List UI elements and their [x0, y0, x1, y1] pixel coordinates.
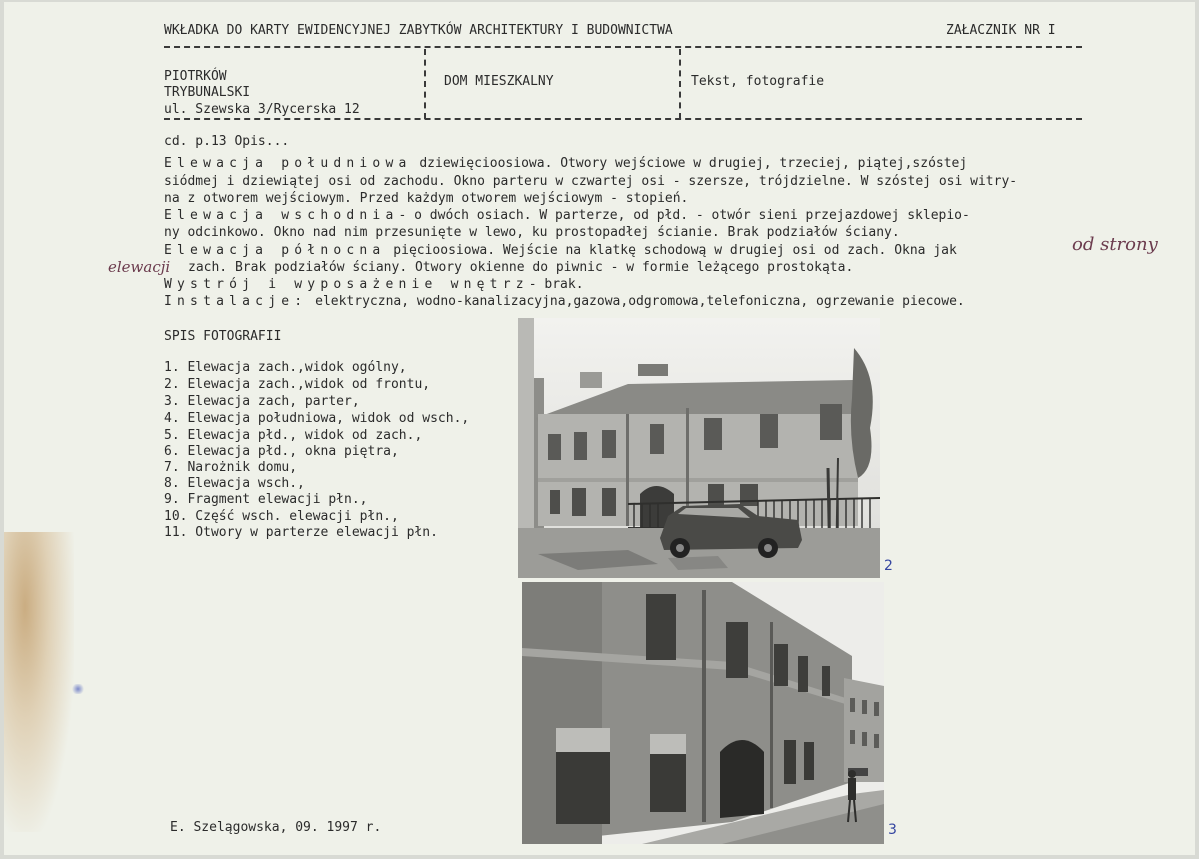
- photo-list-item: 3. Elewacja zach, parter,: [164, 394, 360, 409]
- south-elevation-line1: [164, 156, 967, 172]
- form-title: WKŁADKA DO KARTY EWIDENCYJNEJ ZABYTKÓW ARCHITEKTURY I BUDOWNICTWA: [164, 23, 673, 38]
- object-type: DOM MIESZKALNY: [444, 74, 554, 89]
- photo-list-item: 10. Część wsch. elewacji płn.,: [164, 509, 399, 524]
- paper-stain: [4, 532, 74, 832]
- signature-line: E. Szelągowska, 09. 1997 r.: [170, 820, 382, 835]
- interior-line: [164, 277, 584, 293]
- north-elevation-text: pięcioosiowa. Wejście na klatkę schodową w drugiej osi od zach. Okna jak: [393, 243, 957, 258]
- handwritten-margin-note: elewacji: [108, 258, 171, 276]
- document-sheet: [4, 2, 1195, 855]
- interior-label: Wystrój i wyposażenie wnętrz: [164, 277, 529, 292]
- east-elevation-label: Elewacja wschodnia: [164, 208, 399, 223]
- installations-line: [164, 294, 965, 310]
- south-elevation-line3: na z otworem wejściowym. Przed każdym otworem wejściowym - stopień.: [164, 191, 689, 206]
- continuation-note: cd. p.13 Opis...: [164, 134, 290, 149]
- city-line2: TRYBUNALSKI: [164, 85, 251, 100]
- photo-list-item: 6. Elewacja płd., okna piętra,: [164, 444, 399, 459]
- photo-3-street-facade: [522, 582, 884, 844]
- east-elevation-text: - o dwóch osiach. W parterze, od płd. - otwór sieni przejazdowej sklepio-: [398, 208, 970, 223]
- east-elevation-line1: [164, 208, 970, 224]
- north-elevation-label: Elewacja północna: [164, 243, 386, 258]
- content-type: Tekst, fotografie: [691, 74, 825, 89]
- photo-number-3: 3: [888, 822, 897, 838]
- header-rule: [164, 46, 1082, 48]
- installations-text: elektryczna, wodno-kanalizacyjna,gazowa,odgromowa,telefoniczna, ogrzewanie piecowe.: [315, 294, 965, 309]
- column-divider-1: [424, 49, 426, 119]
- south-elevation-line2: siódmej i dziewiątej osi od zachodu. Okno parteru w czwartej osi - szersze, trójdzielne. W szóstej osi witry-: [164, 174, 1018, 189]
- photo-list-item: 9. Fragment elewacji płn.,: [164, 492, 368, 507]
- handwritten-insert: od strony: [1072, 234, 1158, 255]
- photo-list-heading: SPIS FOTOGRAFII: [164, 329, 282, 344]
- photo-list-item: 11. Otwory w parterze elewacji płn.: [164, 525, 438, 540]
- photo-list-item: 1. Elewacja zach.,widok ogólny,: [164, 360, 407, 375]
- photo-list-item: 2. Elewacja zach.,widok od frontu,: [164, 377, 431, 392]
- address: ul. Szewska 3/Rycerska 12: [164, 102, 360, 117]
- interior-text: - brak.: [528, 277, 584, 292]
- east-elevation-line2: ny odcinkowo. Okno nad nim przesunięte w lewo, ku prostopadłej ścianie. Brak podziałów ściany.: [164, 225, 900, 240]
- south-elevation-label: Elewacja południowa: [164, 156, 412, 171]
- photo-list-item: 7. Narożnik domu,: [164, 460, 298, 475]
- photo-list-item: 4. Elewacja południowa, widok od wsch.,: [164, 411, 470, 426]
- photo-list-item: 8. Elewacja wsch.,: [164, 476, 305, 491]
- ink-blot: [71, 684, 85, 694]
- info-rule: [164, 118, 1082, 120]
- north-elevation-line2: zach. Brak podziałów ściany. Otwory okienne do piwnic - w formie leżącego prostokąta.: [188, 260, 854, 275]
- attachment-label: ZAŁACZNIK NR I: [946, 23, 1056, 38]
- photo-number-2: 2: [884, 558, 893, 574]
- photo-list-item: 5. Elewacja płd., widok od zach.,: [164, 428, 423, 443]
- north-elevation-line1: [164, 243, 957, 259]
- south-elevation-text: dziewięcioosiowa. Otwory wejściowe w drugiej, trzeciej, piątej,szóstej: [419, 156, 968, 171]
- installations-label: Instalacje:: [164, 294, 308, 309]
- city-line1: PIOTRKÓW: [164, 69, 227, 84]
- column-divider-2: [679, 49, 681, 119]
- photo-2-facade-with-car: [518, 318, 880, 578]
